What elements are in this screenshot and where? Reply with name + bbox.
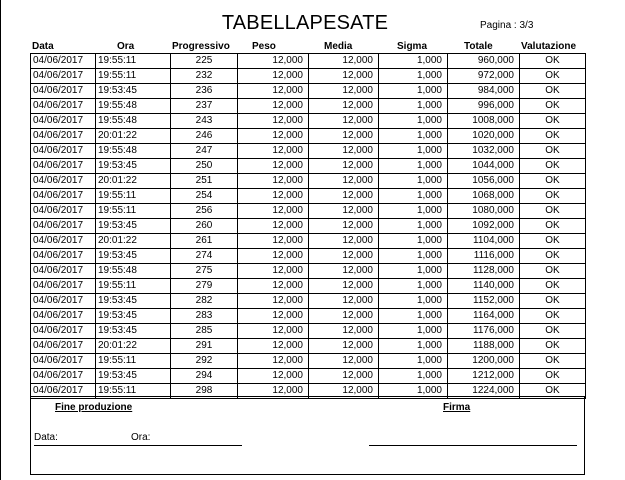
cell-peso: 12,000 xyxy=(238,204,309,219)
cell-valutazione: OK xyxy=(520,174,586,189)
cell-ora: 19:55:11 xyxy=(96,189,171,204)
cell-media: 12,000 xyxy=(309,174,379,189)
cell-ora: 19:55:11 xyxy=(96,54,171,69)
table-row xyxy=(31,54,586,69)
cell-data: 04/06/2017 xyxy=(31,159,96,174)
cell-ora: 19:55:11 xyxy=(96,279,171,294)
cell-ora: 19:55:48 xyxy=(96,144,171,159)
cell-media: 12,000 xyxy=(309,219,379,234)
cell-totale: 1128,000 xyxy=(448,264,520,279)
cell-ora: 19:53:45 xyxy=(96,84,171,99)
cell-ora: 19:53:45 xyxy=(96,159,171,174)
cell-ora: 20:01:22 xyxy=(96,339,171,354)
cell-peso: 12,000 xyxy=(238,129,309,144)
cell-progressivo: 275 xyxy=(171,264,238,279)
cell-progressivo: 250 xyxy=(171,159,238,174)
cell-progressivo: 274 xyxy=(171,249,238,264)
cell-media: 12,000 xyxy=(309,189,379,204)
cell-progressivo: 282 xyxy=(171,294,238,309)
cell-valutazione: OK xyxy=(520,159,586,174)
table-row xyxy=(31,249,586,264)
cell-valutazione: OK xyxy=(520,354,586,369)
cell-sigma: 1,000 xyxy=(379,174,448,189)
cell-ora: 19:53:45 xyxy=(96,294,171,309)
cell-valutazione: OK xyxy=(520,54,586,69)
cell-ora: 19:55:48 xyxy=(96,264,171,279)
cell-sigma: 1,000 xyxy=(379,324,448,339)
table-body xyxy=(31,54,586,399)
cell-sigma: 1,000 xyxy=(379,354,448,369)
cell-valutazione: OK xyxy=(520,189,586,204)
cell-peso: 12,000 xyxy=(238,369,309,384)
cell-totale: 1176,000 xyxy=(448,324,520,339)
cell-data: 04/06/2017 xyxy=(31,309,96,324)
cell-ora: 19:55:11 xyxy=(96,354,171,369)
cell-valutazione: OK xyxy=(520,384,586,399)
table-row xyxy=(31,279,586,294)
cell-data: 04/06/2017 xyxy=(31,294,96,309)
cell-data: 04/06/2017 xyxy=(31,234,96,249)
table-row xyxy=(31,129,586,144)
cell-data: 04/06/2017 xyxy=(31,84,96,99)
cell-valutazione: OK xyxy=(520,264,586,279)
cell-totale: 1212,000 xyxy=(448,369,520,384)
cell-valutazione: OK xyxy=(520,324,586,339)
cell-progressivo: 232 xyxy=(171,69,238,84)
column-header-media: Media xyxy=(324,41,353,52)
cell-ora: 19:53:45 xyxy=(96,324,171,339)
cell-media: 12,000 xyxy=(309,159,379,174)
cell-progressivo: 283 xyxy=(171,309,238,324)
cell-progressivo: 260 xyxy=(171,219,238,234)
column-header-data: Data xyxy=(32,41,54,52)
cell-progressivo: 294 xyxy=(171,369,238,384)
cell-data: 04/06/2017 xyxy=(31,339,96,354)
cell-totale: 1068,000 xyxy=(448,189,520,204)
cell-data: 04/06/2017 xyxy=(31,69,96,84)
cell-totale: 1092,000 xyxy=(448,219,520,234)
table-row xyxy=(31,204,586,219)
data-label: Data: xyxy=(34,432,58,443)
cell-totale: 1020,000 xyxy=(448,129,520,144)
page-border xyxy=(0,0,1,480)
cell-data: 04/06/2017 xyxy=(31,369,96,384)
cell-media: 12,000 xyxy=(309,279,379,294)
cell-totale: 1188,000 xyxy=(448,339,520,354)
cell-media: 12,000 xyxy=(309,204,379,219)
cell-progressivo: 279 xyxy=(171,279,238,294)
cell-valutazione: OK xyxy=(520,69,586,84)
cell-peso: 12,000 xyxy=(238,219,309,234)
cell-media: 12,000 xyxy=(309,144,379,159)
cell-valutazione: OK xyxy=(520,234,586,249)
cell-data: 04/06/2017 xyxy=(31,204,96,219)
table-row xyxy=(31,219,586,234)
cell-progressivo: 251 xyxy=(171,174,238,189)
cell-sigma: 1,000 xyxy=(379,114,448,129)
table-row xyxy=(31,324,586,339)
cell-sigma: 1,000 xyxy=(379,264,448,279)
cell-data: 04/06/2017 xyxy=(31,54,96,69)
cell-totale: 1116,000 xyxy=(448,249,520,264)
cell-peso: 12,000 xyxy=(238,114,309,129)
cell-data: 04/06/2017 xyxy=(31,99,96,114)
cell-ora: 19:55:11 xyxy=(96,204,171,219)
cell-peso: 12,000 xyxy=(238,384,309,399)
cell-progressivo: 236 xyxy=(171,84,238,99)
cell-progressivo: 246 xyxy=(171,129,238,144)
weighings-table xyxy=(30,53,586,399)
cell-data: 04/06/2017 xyxy=(31,219,96,234)
cell-progressivo: 298 xyxy=(171,384,238,399)
cell-valutazione: OK xyxy=(520,369,586,384)
cell-totale: 1008,000 xyxy=(448,114,520,129)
cell-sigma: 1,000 xyxy=(379,369,448,384)
cell-sigma: 1,000 xyxy=(379,219,448,234)
cell-ora: 20:01:22 xyxy=(96,174,171,189)
cell-sigma: 1,000 xyxy=(379,339,448,354)
cell-valutazione: OK xyxy=(520,339,586,354)
cell-valutazione: OK xyxy=(520,204,586,219)
cell-valutazione: OK xyxy=(520,309,586,324)
cell-progressivo: 261 xyxy=(171,234,238,249)
cell-media: 12,000 xyxy=(309,384,379,399)
table-row xyxy=(31,84,586,99)
date-time-signature-line xyxy=(34,445,242,446)
cell-peso: 12,000 xyxy=(238,54,309,69)
table-row xyxy=(31,174,586,189)
signature-line xyxy=(369,445,577,446)
cell-ora: 19:55:48 xyxy=(96,114,171,129)
cell-sigma: 1,000 xyxy=(379,294,448,309)
cell-ora: 19:55:11 xyxy=(96,69,171,84)
cell-peso: 12,000 xyxy=(238,249,309,264)
cell-peso: 12,000 xyxy=(238,309,309,324)
cell-media: 12,000 xyxy=(309,249,379,264)
cell-data: 04/06/2017 xyxy=(31,324,96,339)
cell-data: 04/06/2017 xyxy=(31,189,96,204)
cell-sigma: 1,000 xyxy=(379,204,448,219)
cell-peso: 12,000 xyxy=(238,144,309,159)
footer-box xyxy=(30,396,585,475)
cell-totale: 1200,000 xyxy=(448,354,520,369)
table-row xyxy=(31,354,586,369)
table-row xyxy=(31,69,586,84)
cell-totale: 1032,000 xyxy=(448,144,520,159)
cell-sigma: 1,000 xyxy=(379,189,448,204)
cell-media: 12,000 xyxy=(309,309,379,324)
cell-totale: 1080,000 xyxy=(448,204,520,219)
cell-media: 12,000 xyxy=(309,339,379,354)
cell-data: 04/06/2017 xyxy=(31,249,96,264)
cell-totale: 1152,000 xyxy=(448,294,520,309)
page-title: TABELLAPESATE xyxy=(221,12,389,34)
cell-valutazione: OK xyxy=(520,279,586,294)
cell-sigma: 1,000 xyxy=(379,99,448,114)
cell-progressivo: 225 xyxy=(171,54,238,69)
cell-peso: 12,000 xyxy=(238,84,309,99)
firma-label: Firma xyxy=(443,402,471,413)
cell-progressivo: 291 xyxy=(171,339,238,354)
cell-progressivo: 254 xyxy=(171,189,238,204)
cell-ora: 20:01:22 xyxy=(96,234,171,249)
table-row xyxy=(31,234,586,249)
cell-ora: 19:55:48 xyxy=(96,99,171,114)
cell-peso: 12,000 xyxy=(238,69,309,84)
column-header-totale: Totale xyxy=(464,41,493,52)
table-row xyxy=(31,114,586,129)
cell-data: 04/06/2017 xyxy=(31,174,96,189)
table-row xyxy=(31,309,586,324)
cell-peso: 12,000 xyxy=(238,264,309,279)
cell-media: 12,000 xyxy=(309,129,379,144)
cell-sigma: 1,000 xyxy=(379,144,448,159)
cell-media: 12,000 xyxy=(309,84,379,99)
ora-label: Ora: xyxy=(131,432,151,443)
cell-totale: 1140,000 xyxy=(448,279,520,294)
cell-data: 04/06/2017 xyxy=(31,279,96,294)
cell-sigma: 1,000 xyxy=(379,129,448,144)
cell-totale: 1044,000 xyxy=(448,159,520,174)
cell-totale: 960,000 xyxy=(448,54,520,69)
cell-totale: 1224,000 xyxy=(448,384,520,399)
cell-media: 12,000 xyxy=(309,234,379,249)
cell-sigma: 1,000 xyxy=(379,249,448,264)
cell-totale: 1104,000 xyxy=(448,234,520,249)
cell-media: 12,000 xyxy=(309,369,379,384)
cell-data: 04/06/2017 xyxy=(31,144,96,159)
cell-progressivo: 237 xyxy=(171,99,238,114)
cell-valutazione: OK xyxy=(520,84,586,99)
column-header-peso: Peso xyxy=(252,41,276,52)
cell-progressivo: 256 xyxy=(171,204,238,219)
cell-data: 04/06/2017 xyxy=(31,354,96,369)
table-row xyxy=(31,294,586,309)
cell-sigma: 1,000 xyxy=(379,309,448,324)
cell-media: 12,000 xyxy=(309,324,379,339)
cell-media: 12,000 xyxy=(309,264,379,279)
cell-data: 04/06/2017 xyxy=(31,114,96,129)
table-row xyxy=(31,159,586,174)
cell-ora: 19:53:45 xyxy=(96,249,171,264)
cell-media: 12,000 xyxy=(309,54,379,69)
cell-ora: 19:53:45 xyxy=(96,369,171,384)
cell-ora: 19:53:45 xyxy=(96,219,171,234)
cell-peso: 12,000 xyxy=(238,339,309,354)
cell-valutazione: OK xyxy=(520,249,586,264)
column-header-valutazione: Valutazione xyxy=(521,41,577,52)
cell-peso: 12,000 xyxy=(238,324,309,339)
cell-valutazione: OK xyxy=(520,219,586,234)
cell-data: 04/06/2017 xyxy=(31,129,96,144)
cell-sigma: 1,000 xyxy=(379,54,448,69)
cell-valutazione: OK xyxy=(520,99,586,114)
cell-valutazione: OK xyxy=(520,114,586,129)
cell-peso: 12,000 xyxy=(238,174,309,189)
cell-valutazione: OK xyxy=(520,294,586,309)
cell-progressivo: 285 xyxy=(171,324,238,339)
cell-peso: 12,000 xyxy=(238,234,309,249)
column-header-progressivo: Progressivo xyxy=(172,41,230,52)
cell-ora: 20:01:22 xyxy=(96,129,171,144)
cell-ora: 19:55:11 xyxy=(96,384,171,399)
cell-peso: 12,000 xyxy=(238,279,309,294)
cell-sigma: 1,000 xyxy=(379,69,448,84)
cell-data: 04/06/2017 xyxy=(31,264,96,279)
table-row xyxy=(31,189,586,204)
table-row xyxy=(31,339,586,354)
cell-peso: 12,000 xyxy=(238,354,309,369)
fine-produzione-label: Fine produzione xyxy=(55,402,133,413)
cell-valutazione: OK xyxy=(520,129,586,144)
cell-peso: 12,000 xyxy=(238,159,309,174)
cell-peso: 12,000 xyxy=(238,189,309,204)
cell-sigma: 1,000 xyxy=(379,159,448,174)
cell-sigma: 1,000 xyxy=(379,84,448,99)
cell-media: 12,000 xyxy=(309,69,379,84)
page-number: Pagina : 3/3 xyxy=(480,20,534,31)
cell-progressivo: 247 xyxy=(171,144,238,159)
cell-ora: 19:53:45 xyxy=(96,309,171,324)
cell-progressivo: 243 xyxy=(171,114,238,129)
cell-sigma: 1,000 xyxy=(379,234,448,249)
cell-totale: 984,000 xyxy=(448,84,520,99)
table-row xyxy=(31,99,586,114)
table-row xyxy=(31,264,586,279)
cell-media: 12,000 xyxy=(309,294,379,309)
cell-peso: 12,000 xyxy=(238,99,309,114)
cell-media: 12,000 xyxy=(309,354,379,369)
cell-data: 04/06/2017 xyxy=(31,384,96,399)
cell-peso: 12,000 xyxy=(238,294,309,309)
cell-media: 12,000 xyxy=(309,99,379,114)
cell-sigma: 1,000 xyxy=(379,384,448,399)
cell-totale: 1056,000 xyxy=(448,174,520,189)
cell-media: 12,000 xyxy=(309,114,379,129)
cell-totale: 972,000 xyxy=(448,69,520,84)
cell-progressivo: 292 xyxy=(171,354,238,369)
cell-totale: 1164,000 xyxy=(448,309,520,324)
cell-totale: 996,000 xyxy=(448,99,520,114)
column-header-sigma: Sigma xyxy=(397,41,428,52)
table-row xyxy=(31,144,586,159)
column-header-ora: Ora xyxy=(117,41,135,52)
cell-sigma: 1,000 xyxy=(379,279,448,294)
table-row xyxy=(31,369,586,384)
cell-valutazione: OK xyxy=(520,144,586,159)
